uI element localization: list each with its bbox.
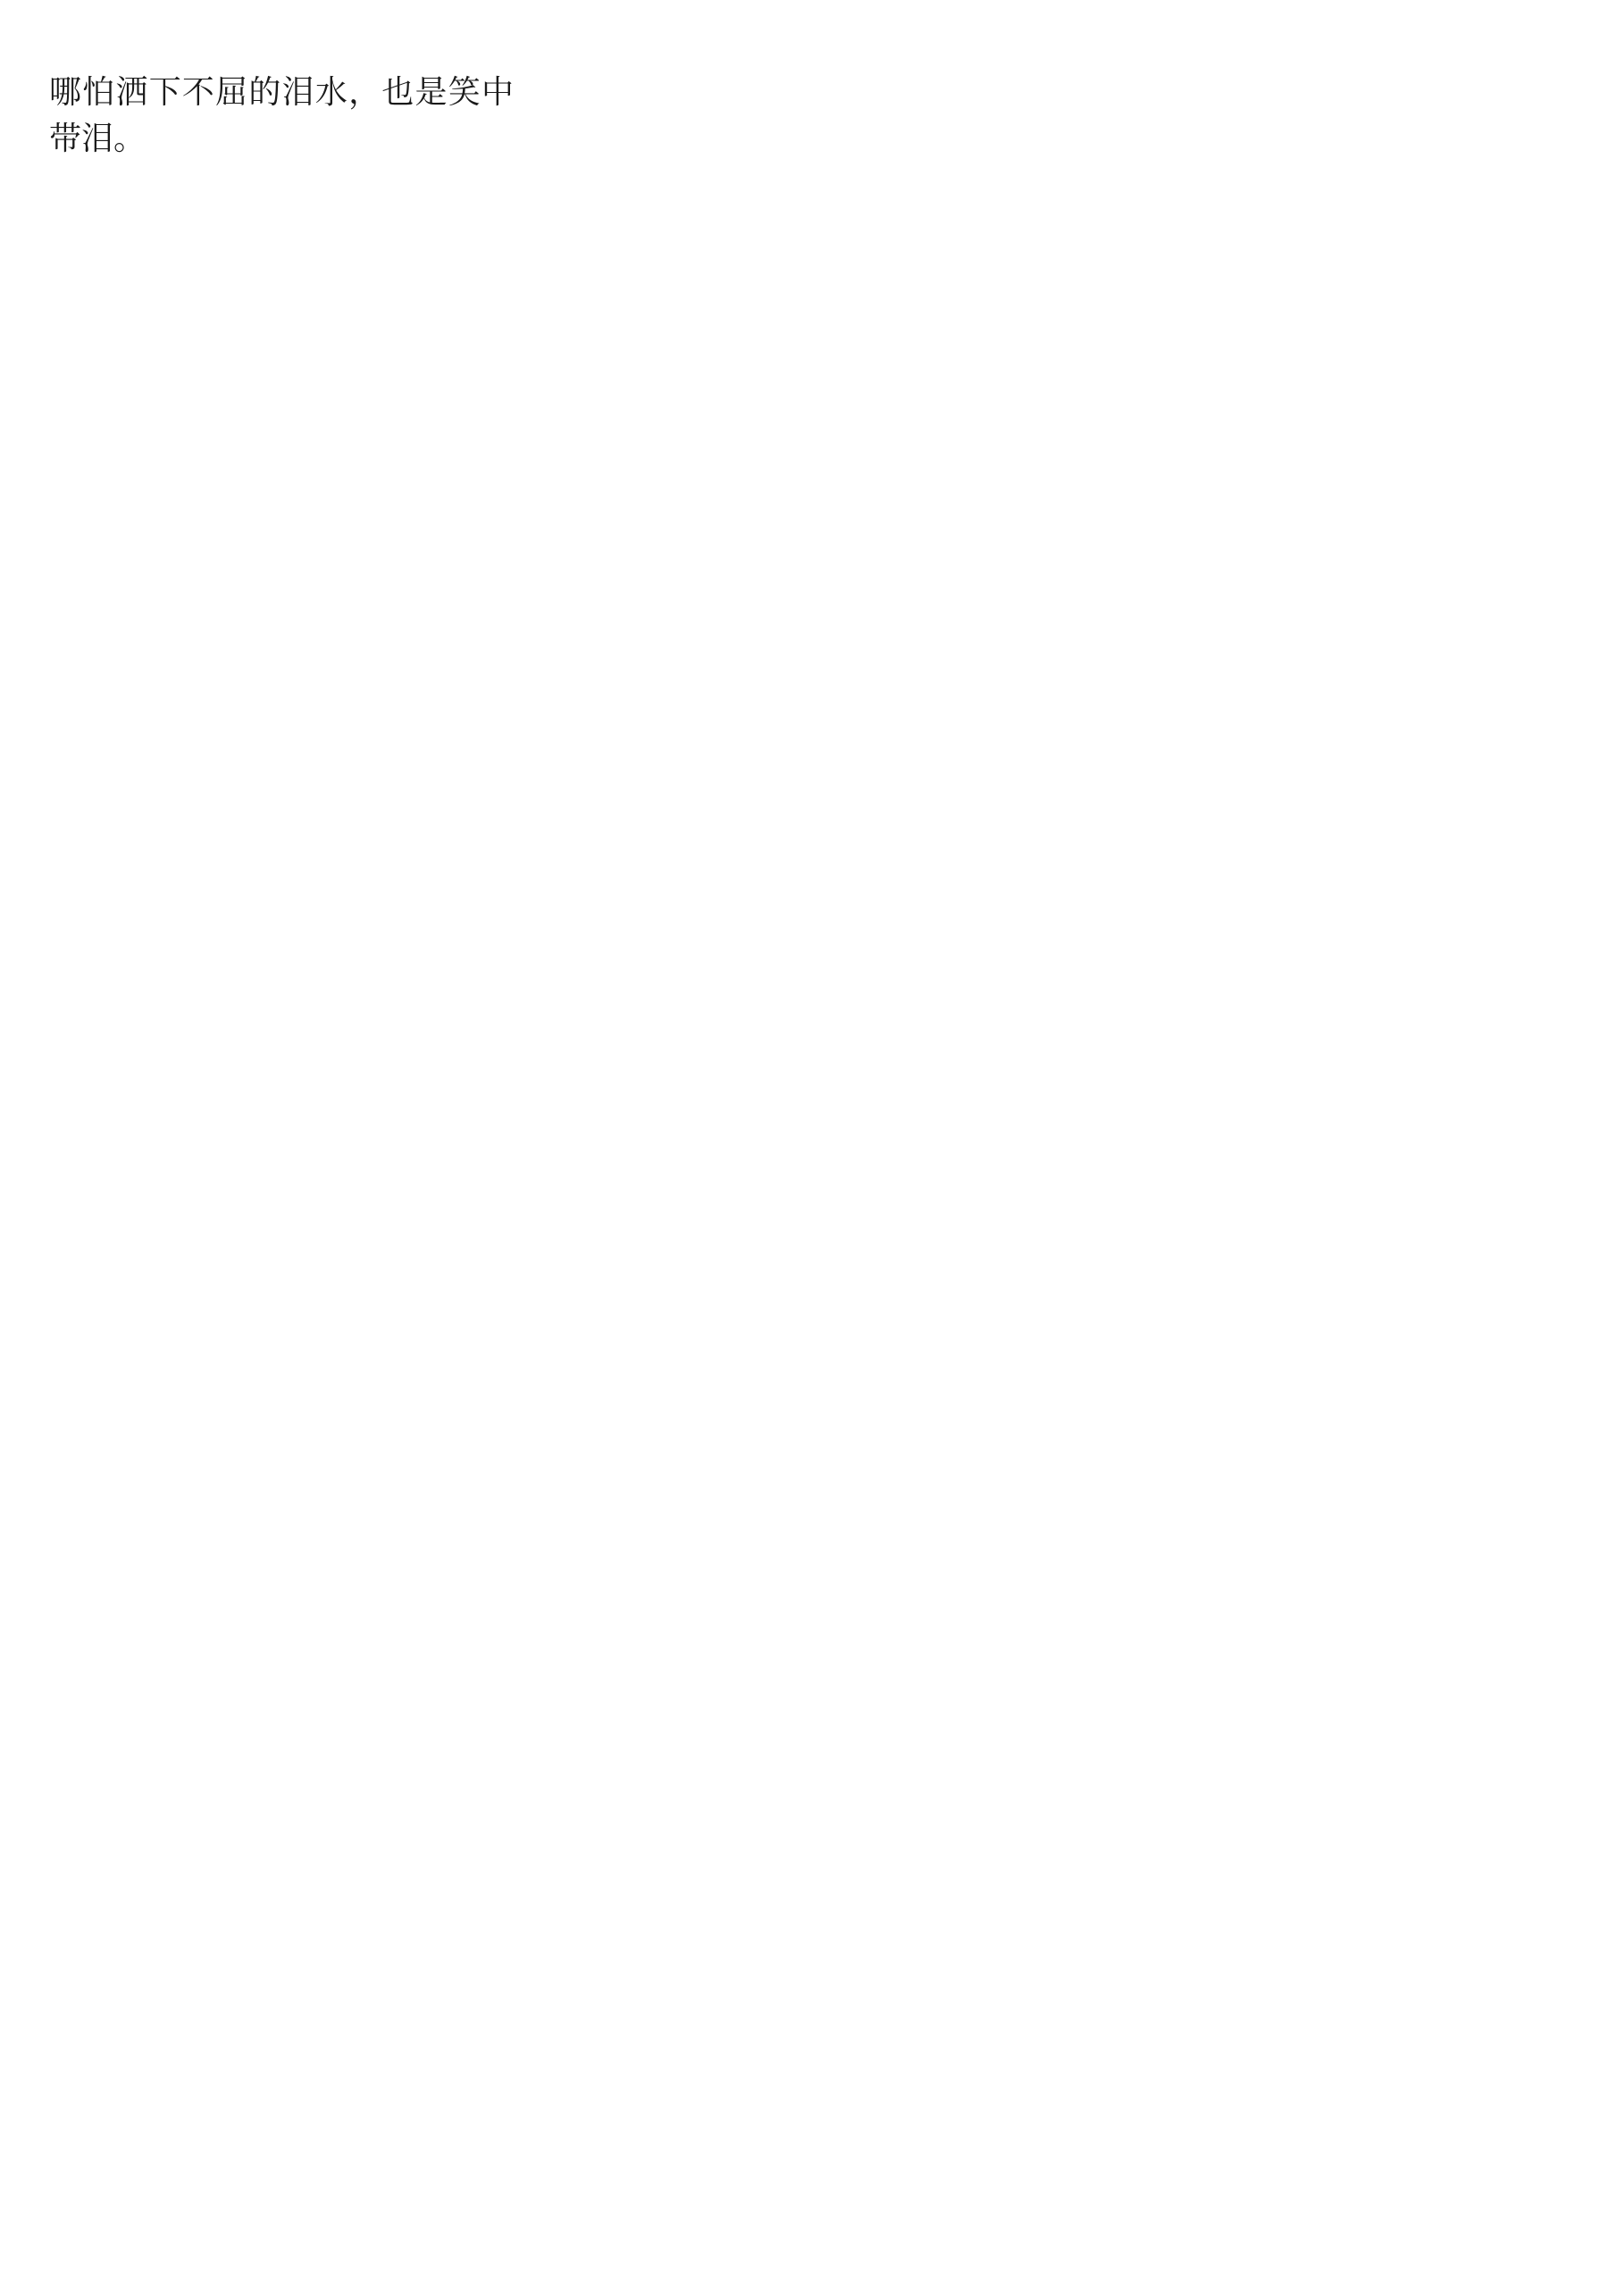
paragraph-line-1: 哪怕洒下不屈的泪水，也是笑中带泪。: [49, 74, 514, 157]
text-column-1: [49, 70, 514, 163]
